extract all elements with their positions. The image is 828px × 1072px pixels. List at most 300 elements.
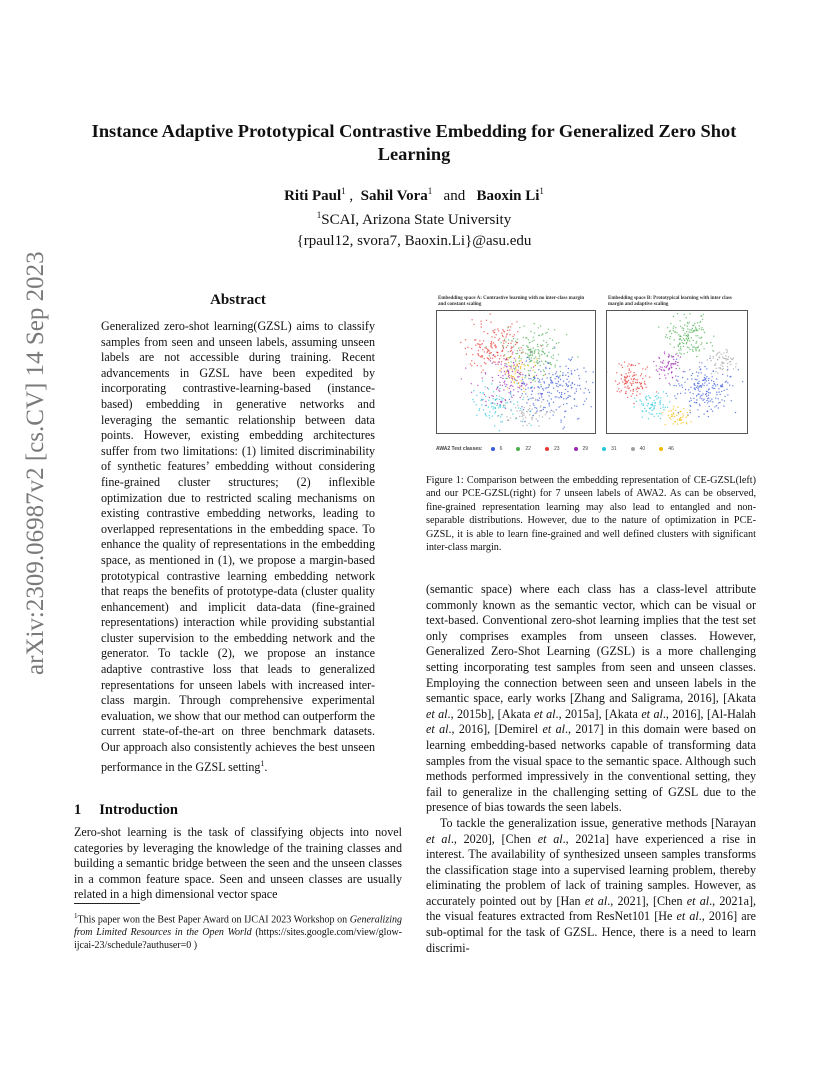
paragraph: To tackle the generalization issue, generative methods [Narayan et al., 2020], [Chen et al., 2021a] have experienced a rise in interest. The availability of synthesized unseen samples transforms the classification stage into a supervised learning problem, thereby eliminating the problem of lack of training samples. However, as accurately pointed out by [Han et al., 2021], [Chen et al., 2021a], the visual features extracted from ResNet101 [He et al., 2016] are sub-optimal for the task of GZSL. Hence, there is a need to learn discrimi- — [426, 815, 756, 955]
scatter-point — [488, 406, 489, 407]
scatter-point — [593, 371, 594, 372]
scatter-point — [548, 387, 549, 388]
scatter-point — [552, 410, 553, 411]
scatter-point — [515, 344, 516, 345]
scatter-point — [696, 399, 697, 400]
scatter-point — [674, 395, 675, 396]
scatter-point — [502, 340, 503, 341]
scatter-point — [560, 406, 561, 407]
scatter-point — [523, 325, 524, 326]
scatter-point — [627, 382, 628, 383]
scatter-point — [722, 363, 723, 364]
scatter-point — [519, 385, 520, 386]
scatter-point — [519, 363, 520, 364]
scatter-point — [645, 410, 646, 411]
scatter-point — [676, 379, 677, 380]
scatter-point — [629, 376, 630, 377]
scatter-point — [630, 390, 631, 391]
scatter-point — [683, 343, 684, 344]
scatter-point — [706, 396, 707, 397]
scatter-point — [510, 361, 511, 362]
scatter-point — [542, 378, 543, 379]
scatter-point — [521, 358, 522, 359]
legend-dot — [545, 447, 549, 451]
scatter-point — [682, 377, 683, 378]
scatter-point — [690, 421, 691, 422]
scatter-point — [692, 349, 693, 350]
scatter-point — [496, 334, 497, 335]
scatter-point — [728, 356, 729, 357]
scatter-point — [727, 359, 728, 360]
scatter-point — [561, 394, 562, 395]
scatter-point — [528, 347, 529, 348]
scatter-point — [722, 366, 723, 367]
scatter-point — [518, 382, 519, 383]
scatter-point — [585, 388, 586, 389]
scatter-point — [523, 388, 524, 389]
scatter-point — [687, 322, 688, 323]
scatter-point — [658, 397, 659, 398]
scatter-point — [546, 377, 547, 378]
scatter-point — [625, 383, 626, 384]
scatter-point — [698, 350, 699, 351]
scatter-point — [562, 385, 563, 386]
scatter-point — [673, 423, 674, 424]
scatter-point — [716, 392, 717, 393]
scatter-point — [567, 397, 568, 398]
scatter-point — [670, 336, 671, 337]
scatter-point — [521, 385, 522, 386]
scatter-point — [520, 408, 521, 409]
scatter-point — [535, 349, 536, 350]
scatter-point — [697, 388, 698, 389]
scatter-point — [492, 377, 493, 378]
scatter-point — [538, 400, 539, 401]
scatter-point — [532, 397, 533, 398]
scatter-point — [718, 398, 719, 399]
scatter-point — [553, 355, 554, 356]
scatter-point — [520, 374, 521, 375]
scatter-point — [665, 407, 666, 408]
scatter-point — [584, 401, 585, 402]
scatter-point — [507, 327, 508, 328]
scatter-point — [730, 364, 731, 365]
scatter-point — [518, 376, 519, 377]
scatter-point — [517, 401, 518, 402]
scatter-point — [656, 395, 657, 396]
scatter-point — [707, 359, 708, 360]
scatter-point — [627, 385, 628, 386]
scatter-point — [578, 375, 579, 376]
scatter-point — [515, 407, 516, 408]
scatter-point — [498, 340, 499, 341]
scatter-point — [543, 363, 544, 364]
scatter-point — [498, 390, 499, 391]
scatter-point — [534, 378, 535, 379]
scatter-point — [668, 411, 669, 412]
scatter-point — [484, 351, 485, 352]
scatter-point — [515, 359, 516, 360]
scatter-point — [552, 340, 553, 341]
scatter-point — [465, 339, 466, 340]
figure-1 — [426, 288, 756, 468]
footnote — [74, 910, 402, 952]
scatter-point — [574, 398, 575, 399]
scatter-point — [487, 387, 488, 388]
scatter-point — [483, 409, 484, 410]
right-column-body — [426, 582, 756, 956]
scatter-point — [702, 319, 703, 320]
scatter-point — [473, 390, 474, 391]
footnote-url: (https://sites.google.com/view/glow-ijcai-23/schedule?authuser=0 ) — [74, 927, 402, 952]
scatter-point — [675, 327, 676, 328]
scatter-point — [647, 405, 648, 406]
scatter-point — [557, 376, 558, 377]
scatter-point — [482, 380, 483, 381]
scatter-point — [530, 382, 531, 383]
scatter-point — [511, 365, 512, 366]
scatter-point — [499, 361, 500, 362]
scatter-point — [503, 330, 504, 331]
scatter-point — [718, 407, 719, 408]
scatter-point — [666, 366, 667, 367]
scatter-point — [618, 363, 619, 364]
scatter-point — [548, 329, 549, 330]
scatter-point — [723, 352, 724, 353]
scatter-point — [546, 387, 547, 388]
scatter-point — [678, 383, 679, 384]
scatter-point — [710, 360, 711, 361]
scatter-point — [530, 425, 531, 426]
scatter-point — [502, 329, 503, 330]
scatter-point — [501, 361, 502, 362]
scatter-point — [508, 420, 509, 421]
scatter-point — [532, 386, 533, 387]
scatter-point — [710, 356, 711, 357]
scatter-point — [631, 385, 632, 386]
scatter-point — [493, 391, 494, 392]
scatter-point — [494, 329, 495, 330]
scatter-point — [710, 342, 711, 343]
scatter-point — [500, 407, 501, 408]
scatter-point — [515, 367, 516, 368]
scatter-point — [504, 405, 505, 406]
scatter-point — [725, 381, 726, 382]
scatter-point — [645, 397, 646, 398]
scatter-point — [511, 367, 512, 368]
scatter-point — [539, 355, 540, 356]
scatter-point — [566, 398, 567, 399]
scatter-point — [704, 382, 705, 383]
scatter-point — [714, 364, 715, 365]
scatter-point — [487, 333, 488, 334]
scatter-point — [521, 389, 522, 390]
scatter-point — [523, 364, 524, 365]
scatter-point — [512, 369, 513, 370]
scatter-point — [495, 364, 496, 365]
scatter-point — [680, 349, 681, 350]
scatter-point — [511, 397, 512, 398]
scatter-point — [537, 399, 538, 400]
scatter-point — [659, 413, 660, 414]
scatter-point — [686, 338, 687, 339]
scatter-point — [492, 362, 493, 363]
scatter-point — [648, 418, 649, 419]
scatter-point — [677, 376, 678, 377]
scatter-point — [490, 357, 491, 358]
scatter-point — [713, 336, 714, 337]
scatter-point — [526, 384, 527, 385]
scatter-point — [531, 417, 532, 418]
scatter-point — [460, 342, 461, 343]
scatter-point — [698, 383, 699, 384]
scatter-point — [679, 420, 680, 421]
scatter-point — [513, 368, 514, 369]
scatter-point — [695, 349, 696, 350]
abstract-text: Generalized zero-shot learning(GZSL) aims to classify samples from seen and unseen labels, assuming unseen labels are not accessible during training. Recent advancements in GZSL have been expedited by incorporating contrastive-learning-based (instance-based) embedding in generative networks and leveraging the semantic relationship between data points. However, existing embedding architectures suffer from two limitations: (1) limited discriminability of synthetic features’ embedding without considering fine-grained cluster structures; (2) inflexible optimization due to restricted scaling mechanisms on existing contrastive embedding networks, leading to overlapped representations in the embedding space. To enhance the quality of representations in the embedding space, as mentioned in (1), we propose a margin-based prototypical contrastive learning embedding network that reaps the benefits of prototype-data (cluster quality enhancement) and implicit data-data (fine-grained representations) interaction while providing substantial cluster supervision to the embedding network and the generator. To tackle (2), we propose an instance adaptive contrastive loss that leads to generalized representations for unseen labels with increased inter-class margin. Through comprehensive experimental evaluation, we show that our method can outperform the current state-of-the-art on three benchmark datasets. Our approach also consistently achieves the best unseen performance in the GZSL setting — [101, 319, 375, 774]
scatter-point — [540, 393, 541, 394]
scatter-point — [490, 360, 491, 361]
scatter-point — [498, 330, 499, 331]
scatter-point — [495, 411, 496, 412]
scatter-point — [537, 344, 538, 345]
scatter-point — [659, 404, 660, 405]
scatter-point — [547, 362, 548, 363]
scatter-point — [552, 374, 553, 375]
scatter-point — [522, 414, 523, 415]
scatter-point — [638, 363, 639, 364]
scatter-point — [700, 321, 701, 322]
scatter-point — [687, 326, 688, 327]
scatter-point — [511, 346, 512, 347]
scatter-point — [551, 398, 552, 399]
scatter-point — [687, 328, 688, 329]
scatter-point — [479, 340, 480, 341]
scatter-point — [708, 389, 709, 390]
scatter-point — [683, 353, 684, 354]
scatter-point — [679, 352, 680, 353]
scatter-point — [671, 410, 672, 411]
scatter-point — [660, 400, 661, 401]
scatter-point — [539, 382, 540, 383]
legend-item: 46 — [659, 446, 674, 452]
scatter-point — [518, 370, 519, 371]
figure-caption: Figure 1: Comparison between the embedding representation of CE-GZSL(left) and our PCE-GZSL(right) for 7 unseen labels of AWA2. As can be observed, fine-grained representation learning may also lead to entangled and non-separable distributions. However, due to the nature of optimization in PCE-GZSL, it is able to learn fine-grained and well defined clusters with significant inter-class margin. — [426, 475, 756, 554]
scatter-point — [470, 363, 471, 364]
scatter-point — [530, 331, 531, 332]
scatter-point — [671, 416, 672, 417]
scatter-point — [494, 425, 495, 426]
scatter-point — [667, 327, 668, 328]
scatter-point — [662, 412, 663, 413]
scatter-point — [484, 394, 485, 395]
scatter-point — [722, 374, 723, 375]
scatter-point — [518, 366, 519, 367]
scatter-point — [628, 363, 629, 364]
scatter-point — [496, 395, 497, 396]
scatter-point — [679, 344, 680, 345]
scatter-point — [676, 415, 677, 416]
scatter-point — [680, 417, 681, 418]
scatter-point — [543, 369, 544, 370]
scatter-point — [574, 405, 575, 406]
scatter-point — [528, 357, 529, 358]
scatter-point — [686, 417, 687, 418]
scatter-point — [675, 398, 676, 399]
scatter-point — [652, 402, 653, 403]
scatter-point — [526, 402, 527, 403]
scatter-point — [524, 368, 525, 369]
scatter-point — [632, 376, 633, 377]
scatter-point — [706, 385, 707, 386]
scatter-point — [691, 329, 692, 330]
scatter-point — [671, 371, 672, 372]
scatter-point — [701, 398, 702, 399]
scatter-point — [516, 380, 517, 381]
scatter-point — [639, 399, 640, 400]
scatter-point — [646, 399, 647, 400]
scatter-point — [492, 415, 493, 416]
scatter-point — [522, 349, 523, 350]
scatter-point — [550, 393, 551, 394]
scatter-point — [560, 420, 561, 421]
scatter-point — [491, 336, 492, 337]
scatter-point — [666, 393, 667, 394]
scatter-point — [502, 336, 503, 337]
scatter-point — [583, 392, 584, 393]
scatter-point — [723, 368, 724, 369]
scatter-point — [659, 378, 660, 379]
scatter-point — [686, 422, 687, 423]
scatter-point — [687, 378, 688, 379]
scatter-point — [624, 361, 625, 362]
scatter-point — [534, 381, 535, 382]
scatter-point — [694, 330, 695, 331]
scatter-point — [633, 383, 634, 384]
legend-dot — [491, 447, 495, 451]
scatter-point — [696, 371, 697, 372]
scatter-point — [711, 399, 712, 400]
scatter-point — [508, 362, 509, 363]
scatter-point — [674, 347, 675, 348]
scatter-point — [515, 366, 516, 367]
scatter-point — [677, 380, 678, 381]
scatter-point — [549, 418, 550, 419]
scatter-point — [548, 384, 549, 385]
scatter-point — [533, 366, 534, 367]
scatter-point — [490, 313, 491, 314]
scatter-point — [526, 360, 527, 361]
scatter-point — [485, 396, 486, 397]
scatter-point — [558, 342, 559, 343]
abstract-end: . — [264, 759, 268, 774]
scatter-point — [540, 325, 541, 326]
scatter-point — [619, 382, 620, 383]
scatter-point — [533, 337, 534, 338]
scatter-point — [565, 383, 566, 384]
scatter-point — [704, 366, 705, 367]
scatter-point — [630, 382, 631, 383]
scatter-point — [677, 313, 678, 314]
scatter-point — [484, 347, 485, 348]
scatter-point — [571, 407, 572, 408]
scatter-point — [484, 362, 485, 363]
scatter-point — [541, 410, 542, 411]
scatter-point — [687, 412, 688, 413]
scatter-point — [546, 346, 547, 347]
scatter-point — [719, 402, 720, 403]
scatter-point — [720, 364, 721, 365]
scatter-point — [489, 411, 490, 412]
scatter-point — [727, 369, 728, 370]
scatter-point — [713, 370, 714, 371]
scatter-point — [706, 391, 707, 392]
scatter-point — [684, 314, 685, 315]
scatter-point — [551, 381, 552, 382]
scatter-point — [735, 412, 736, 413]
scatter-point — [524, 365, 525, 366]
scatter-point — [505, 372, 506, 373]
scatter-point — [542, 333, 543, 334]
scatter-point — [694, 323, 695, 324]
scatter-point — [577, 369, 578, 370]
scatter-point — [563, 381, 564, 382]
scatter-point — [570, 360, 571, 361]
scatter-point — [634, 397, 635, 398]
scatter-point — [697, 375, 698, 376]
scatter-point — [668, 415, 669, 416]
scatter-point — [673, 408, 674, 409]
scatter-point — [495, 344, 496, 345]
legend-title: AWA2 Test classes: — [436, 446, 483, 452]
scatter-point — [494, 412, 495, 413]
scatter-point — [693, 330, 694, 331]
scatter-point — [625, 380, 626, 381]
scatter-point — [592, 382, 593, 383]
scatter-point — [494, 355, 495, 356]
scatter-point — [700, 395, 701, 396]
scatter-point — [667, 395, 668, 396]
scatter-point — [701, 342, 702, 343]
author-list — [160, 186, 668, 205]
scatter-point — [686, 343, 687, 344]
scatter-point — [534, 351, 535, 352]
scatter-point — [509, 388, 510, 389]
scatter-point — [502, 335, 503, 336]
scatter-point — [556, 396, 557, 397]
scatter-point — [522, 399, 523, 400]
scatter-point — [538, 352, 539, 353]
scatter-point — [514, 371, 515, 372]
author-name: Baoxin Li — [476, 188, 540, 204]
scatter-point — [520, 421, 521, 422]
scatter-point — [564, 416, 565, 417]
scatter-point — [688, 331, 689, 332]
scatter-point — [699, 337, 700, 338]
scatter-point — [688, 335, 689, 336]
scatter-point — [504, 340, 505, 341]
scatter-point — [631, 383, 632, 384]
scatter-point — [577, 418, 578, 419]
scatter-point — [517, 391, 518, 392]
scatter-point — [683, 338, 684, 339]
scatter-point — [541, 401, 542, 402]
scatter-point — [530, 387, 531, 388]
scatter-point — [500, 371, 501, 372]
scatter-point — [695, 327, 696, 328]
scatter-point — [684, 371, 685, 372]
scatter-point — [472, 399, 473, 400]
